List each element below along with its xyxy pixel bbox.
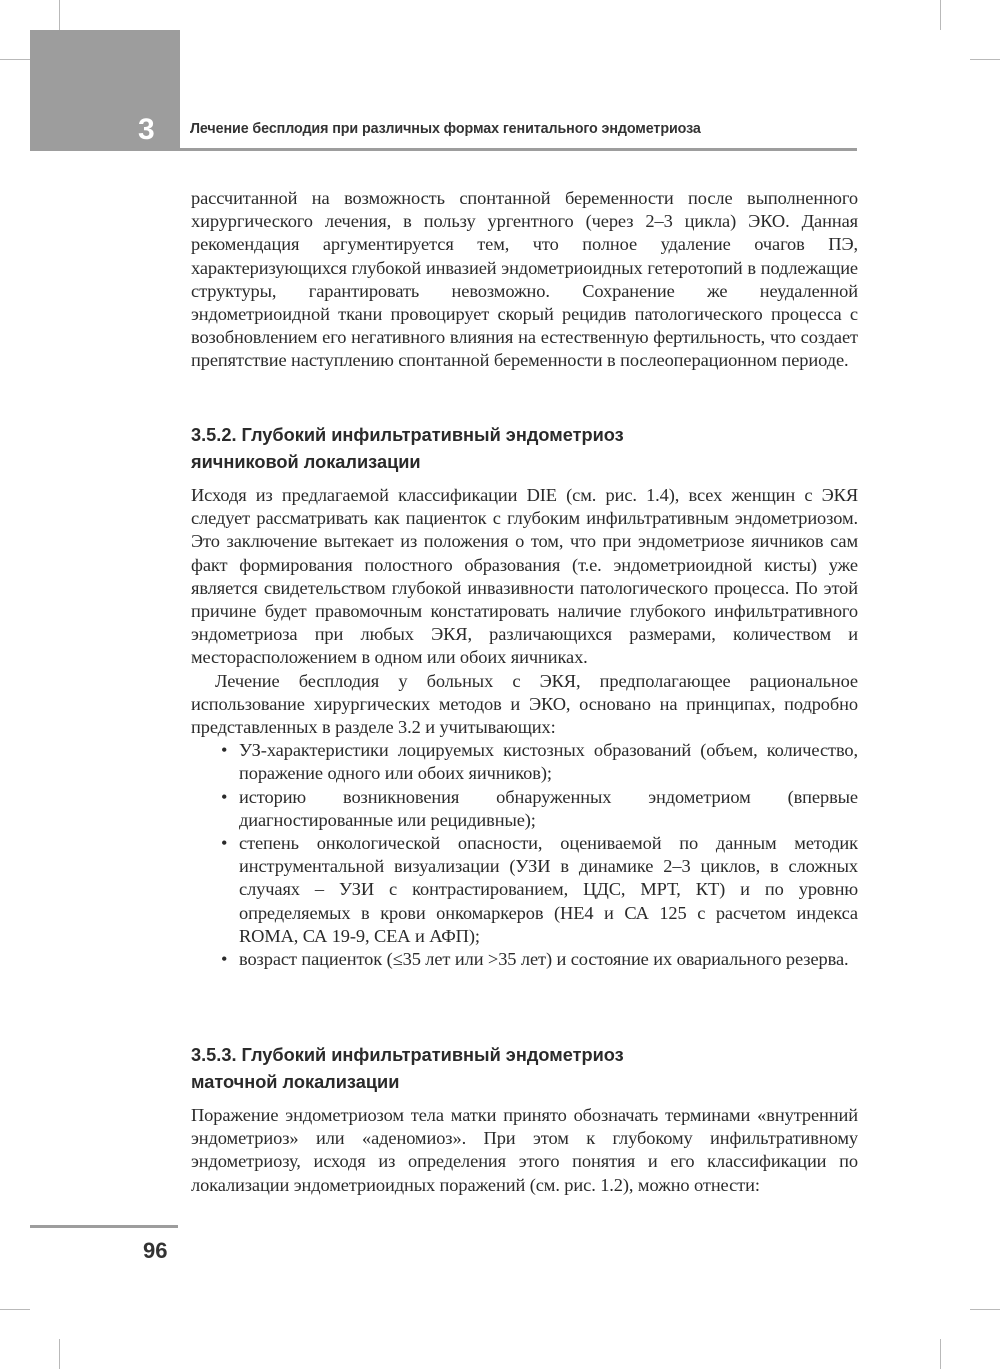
list-item bbox=[191, 948, 858, 971]
list-item bbox=[191, 786, 858, 832]
list-item bbox=[191, 739, 858, 785]
heading-line: яичниковой локализации bbox=[191, 452, 421, 472]
section-3-5-2-body bbox=[191, 484, 858, 971]
page-number: 96 bbox=[143, 1238, 168, 1263]
paragraph: Исходя из предлагаемой классификации DIE (см. рис. 1.4), всех женщин с ЭКЯ следует рассматривать как пациенток с глубоким инфильтративным эндометриозом. Это заключение вытекает из положения о том, что при эндометриозе яичников сам факт формирования полостного образования (т.е. эндометриоидной кисты) уже является свидетельством глубокой инвазивности патологического процесса. По этой причине будет правомочным констатировать наличие глубокого инфильтративного эндометриоза при любых ЭКЯ, различающихся размерами, количеством и месторасположением в одном или обоих яичниках. bbox=[191, 485, 858, 668]
crop-mark bbox=[970, 1309, 1000, 1310]
section-heading-3-5-2 bbox=[191, 422, 851, 476]
paragraph: Лечение бесплодия у больных с ЭКЯ, предполагающее рациональное использование хирургических методов и ЭКО, основано на принципах, подробно представленных в разделе 3.2 и учитывающих: bbox=[191, 670, 858, 738]
list-item-text: степень онкологической опасности, оцениваемой по данным методик инструментальной визуализации (УЗИ в динамике 2–3 циклов, в сложных случаях – УЗИ с контрастированием, ЦДС, МРТ, КТ) и по уровню определяемых в крови онкомаркеров (НЕ4 и СА 125 с расчетом индекса ROMA, СА 19-9, СЕА и АФП); bbox=[239, 833, 858, 946]
intro-paragraph: рассчитанной на возможность спонтанной беременности после выполненного хирургического лечения, в пользу ургентного (через 2–3 цикла) ЭКО. Данная рекомендация аргументируется тем, что полное удаление очагов ПЭ, характеризующихся глубокой инвазией эндометриоидных гетеротопий в подлежащие структуры, гарантировать невозможно. Сохранение же неудаленной эндометриоидной ткани провоцирует скорый рецидив патологического процесса с возобновлением его негативного влияния на естественную фертильность, что создает препятствие наступлению спонтанной беременности в послеоперационном периоде. bbox=[191, 188, 858, 371]
bullet-icon: • bbox=[221, 740, 228, 761]
list-item-text: историю возникновения обнаруженных эндометриом (впервые диагностированные или рецидивные); bbox=[239, 786, 858, 830]
heading-line: 3.5.3. Глубокий инфильтративный эндометриоз bbox=[191, 1045, 624, 1065]
section-heading-3-5-3 bbox=[191, 1042, 851, 1096]
heading-line: маточной локализации bbox=[191, 1072, 400, 1092]
header-rule bbox=[180, 148, 857, 151]
bullet-icon: • bbox=[221, 786, 228, 807]
bullet-icon: • bbox=[221, 949, 228, 970]
intro-block bbox=[191, 187, 858, 373]
section-3-5-3-body bbox=[191, 1104, 858, 1197]
crop-mark bbox=[970, 59, 1000, 60]
running-header-title: Лечение бесплодия при различных формах генитального эндометриоза bbox=[190, 121, 701, 137]
crop-mark bbox=[0, 59, 30, 60]
crop-mark bbox=[59, 0, 60, 30]
paragraph: Поражение эндометриозом тела матки принято обозначать терминами «внутренний эндометриоз» или «аденомиоз». При этом к глубокому инфильтративному эндометриозу, исходя из определения этого понятия и его классификации по локализации эндометриоидных поражений (см. рис. 1.2), можно отнести: bbox=[191, 1105, 858, 1195]
list-item bbox=[191, 832, 858, 948]
heading-line: 3.5.2. Глубокий инфильтративный эндометриоз bbox=[191, 425, 624, 445]
chapter-number: 3 bbox=[138, 113, 155, 146]
bullet-list bbox=[191, 739, 858, 971]
footer-rule bbox=[30, 1225, 178, 1228]
list-item-text: возраст пациенток (≤35 лет или >35 лет) и состояние их овариального резерва. bbox=[239, 949, 849, 970]
bullet-icon: • bbox=[221, 833, 228, 854]
crop-mark bbox=[940, 0, 941, 30]
list-item-text: УЗ-характеристики лоцируемых кистозных образований (объем, количество, поражение одного или обоих яичников); bbox=[239, 740, 858, 784]
crop-mark bbox=[59, 1339, 60, 1369]
crop-mark bbox=[940, 1339, 941, 1369]
crop-mark bbox=[0, 1309, 30, 1310]
